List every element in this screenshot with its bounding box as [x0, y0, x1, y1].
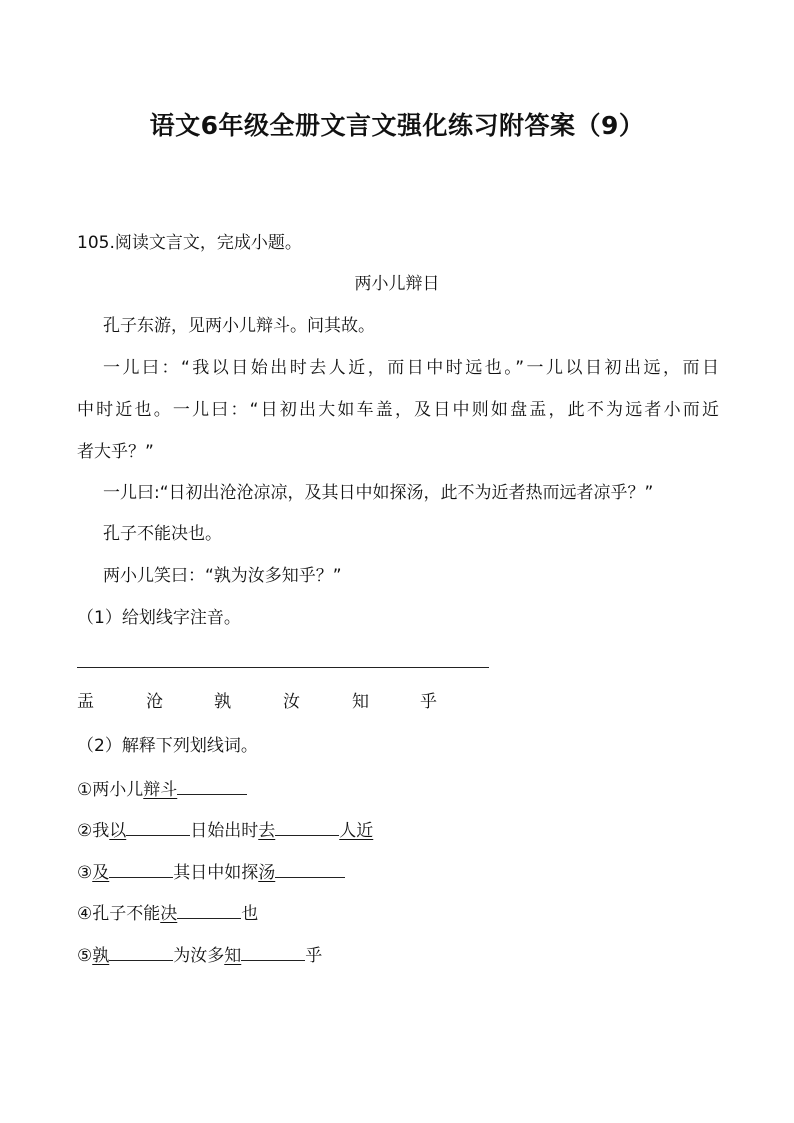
item-text: 我: [92, 821, 110, 841]
answer-line: [77, 667, 489, 668]
passage-line-1: 孔子东游，见两小儿辩斗。问其故。: [103, 316, 375, 336]
underlined-word: 汤: [258, 863, 276, 883]
item-number: ①: [77, 780, 93, 800]
underlined-word: 孰: [92, 946, 110, 966]
underlined-word: 辩斗: [143, 780, 178, 800]
vocab-item-3: [77, 859, 345, 885]
answer-blank[interactable]: [275, 817, 339, 836]
subquestion-2-label: （2）解释下列划线词。: [77, 736, 258, 756]
answer-blank[interactable]: [275, 859, 345, 878]
item-text: 也: [241, 904, 259, 924]
passage-line-7: 两小儿笑曰：“孰为汝多知乎？”: [103, 566, 342, 586]
answer-blank[interactable]: [109, 942, 173, 961]
pinyin-char: 沧: [146, 692, 163, 712]
vocab-item-1: [77, 776, 247, 802]
item-number: ②: [77, 821, 93, 841]
item-text: 日始出时: [190, 821, 259, 841]
item-number: ⑤: [77, 946, 93, 966]
pinyin-char: 孰: [214, 692, 231, 712]
pinyin-chars-row: [77, 690, 477, 716]
passage-line-6: 孔子不能决也。: [103, 524, 222, 544]
item-text: 孔子不能: [92, 904, 161, 924]
pinyin-char: 乎: [420, 692, 437, 712]
pinyin-char: 知: [352, 692, 369, 712]
vocab-item-2: [77, 817, 373, 843]
answer-blank[interactable]: [109, 859, 173, 878]
passage-title: 两小儿辩日: [354, 274, 440, 294]
vocab-item-5: [77, 942, 322, 968]
answer-blank[interactable]: [126, 817, 190, 836]
passage-line-2: 一儿曰：“我以日始出时去人近，而日中时远也。”一儿以日初出远，而日: [103, 358, 719, 378]
passage-line-4: 者大乎？”: [77, 442, 154, 462]
item-text: 其日中如探: [173, 863, 259, 883]
answer-blank[interactable]: [177, 900, 241, 919]
item-number: ③: [77, 863, 93, 883]
underlined-word: 知: [224, 946, 242, 966]
pinyin-char: 盂: [77, 692, 94, 712]
item-text: 乎: [305, 946, 323, 966]
pinyin-char: 汝: [283, 692, 300, 712]
underlined-word: 决: [160, 904, 178, 924]
underlined-word: 以: [109, 821, 127, 841]
subquestion-1-label: （1）给划线字注音。: [77, 608, 241, 628]
vocab-item-4: [77, 900, 258, 926]
item-text: 两小儿: [92, 780, 144, 800]
page-title: 语文6年级全册文言文强化练习附答案（9）: [149, 111, 645, 140]
item-text: 为汝多: [173, 946, 225, 966]
underlined-word: 去: [258, 821, 276, 841]
item-text: 人近: [339, 821, 374, 841]
passage-line-3: 中时近也。一儿曰：“日初出大如车盖，及日中则如盘盂，此不为远者小而近: [77, 400, 719, 420]
underlined-word: 及: [92, 863, 110, 883]
answer-blank[interactable]: [177, 776, 247, 795]
answer-blank[interactable]: [241, 942, 305, 961]
passage-line-5: 一儿曰:“日初出沧沧凉凉，及其日中如探汤，此不为近者热而远者凉乎？”: [103, 483, 654, 503]
question-intro: 105.阅读文言文，完成小题。: [77, 233, 302, 253]
item-number: ④: [77, 904, 93, 924]
